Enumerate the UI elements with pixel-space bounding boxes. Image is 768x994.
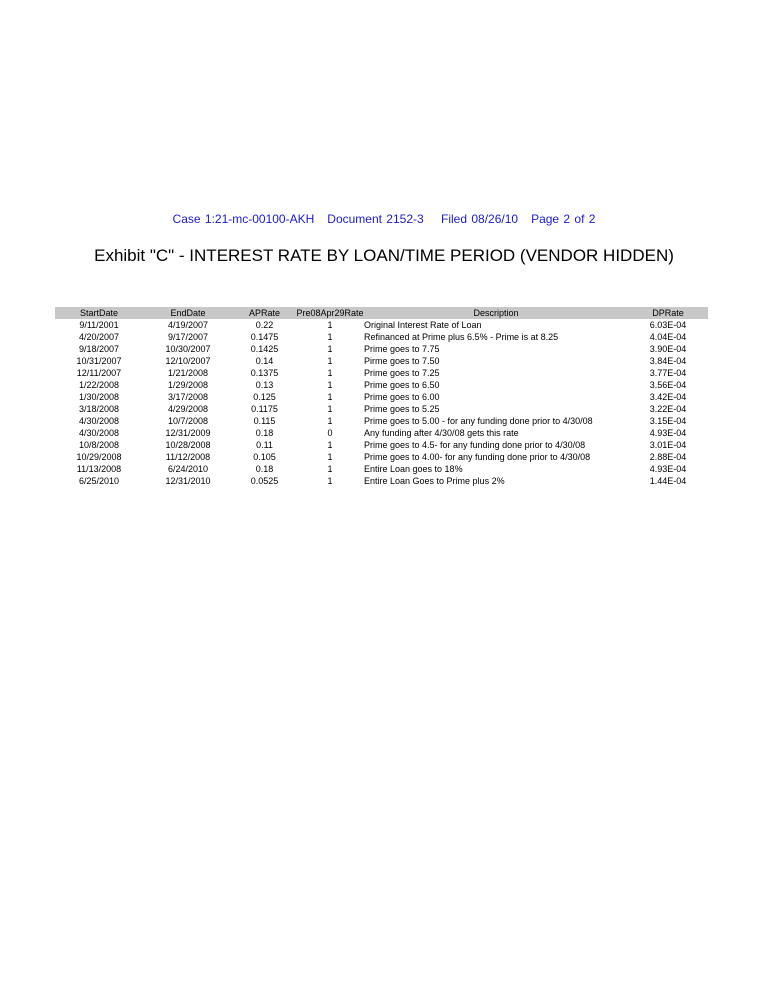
- cell-aprate: 0.115: [253, 416, 276, 426]
- court-filing-stamp: Case 1:21-mc-00100-AKH Document 2152-3 Filed 08/26/10 Page 2 of 2: [172, 212, 596, 226]
- cell-enddate: 6/24/2010: [167, 464, 209, 474]
- cell-dprate: 3.01E-04: [649, 440, 687, 450]
- cell-dprate: 2.88E-04: [649, 452, 687, 462]
- exhibit-title: Exhibit "C" - INTEREST RATE BY LOAN/TIME PERIOD (VENDOR HIDDEN): [94, 246, 674, 265]
- cell-enddate: 12/31/2009: [165, 428, 211, 438]
- cell-description: Entire Loan Goes to Prime plus 2%: [364, 476, 505, 486]
- cell-dprate: 1.44E-04: [649, 476, 687, 486]
- cell-description: Entire Loan goes to 18%: [364, 464, 463, 474]
- cell-startdate: 6/25/2010: [78, 476, 120, 486]
- table-row: [55, 391, 708, 403]
- cell-aprate: 0.105: [253, 452, 276, 462]
- cell-pre08apr29rate: 1: [327, 452, 333, 462]
- cell-enddate: 10/7/2008: [167, 416, 209, 426]
- cell-enddate: 12/10/2007: [165, 356, 211, 366]
- cell-description: Prime goes to 7.75: [364, 344, 440, 354]
- table-row: [55, 451, 708, 463]
- cell-description: Original Interest Rate of Loan: [364, 320, 482, 330]
- cell-aprate: 0.22: [255, 320, 274, 330]
- cell-enddate: 9/17/2007: [167, 332, 209, 342]
- cell-pre08apr29rate: 1: [327, 380, 333, 390]
- table-header-row: [55, 307, 708, 319]
- cell-aprate: 0.1375: [250, 368, 279, 378]
- cell-pre08apr29rate: 1: [327, 320, 333, 330]
- cell-enddate: 1/29/2008: [167, 380, 209, 390]
- cell-enddate: 10/28/2008: [165, 440, 211, 450]
- cell-aprate: 0.13: [255, 380, 274, 390]
- table-row: [55, 415, 708, 427]
- cell-pre08apr29rate: 1: [327, 392, 333, 402]
- cell-pre08apr29rate: 1: [327, 464, 333, 474]
- cell-description: Prime goes to 6.50: [364, 380, 440, 390]
- cell-description: Prime goes to 4.00- for any funding done prior to 4/30/08: [364, 452, 591, 462]
- cell-description: Pirme goes to 7.50: [364, 356, 440, 366]
- column-header-dprate: DPRate: [652, 308, 684, 318]
- cell-startdate: 4/30/2008: [78, 428, 120, 438]
- table-row: [55, 463, 708, 475]
- cell-aprate: 0.0525: [250, 476, 279, 486]
- cell-pre08apr29rate: 1: [327, 368, 333, 378]
- cell-startdate: 9/11/2001: [79, 320, 119, 330]
- table-row: [55, 319, 708, 331]
- table-row: [55, 439, 708, 451]
- cell-pre08apr29rate: 1: [327, 356, 333, 366]
- column-header-startdate: StartDate: [79, 308, 119, 318]
- cell-aprate: 0.18: [255, 464, 274, 474]
- cell-dprate: 3.56E-04: [649, 380, 687, 390]
- cell-aprate: 0.1175: [251, 404, 278, 414]
- cell-startdate: 11/13/2008: [76, 464, 122, 474]
- cell-pre08apr29rate: 0: [327, 428, 333, 438]
- cell-description: Prime goes to 4.5- for any funding done prior to 4/30/08: [364, 440, 586, 450]
- cell-aprate: 0.11: [256, 440, 273, 450]
- cell-pre08apr29rate: 1: [327, 476, 333, 486]
- column-header-pre08apr29rate: Pre08Apr29Rate: [296, 308, 364, 318]
- cell-pre08apr29rate: 1: [327, 440, 333, 450]
- cell-startdate: 10/29/2008: [76, 452, 122, 462]
- cell-dprate: 4.04E-04: [649, 332, 687, 342]
- cell-dprate: 4.93E-04: [649, 428, 687, 438]
- cell-pre08apr29rate: 1: [327, 332, 333, 342]
- cell-dprate: 3.15E-04: [649, 416, 687, 426]
- cell-enddate: 3/17/2008: [167, 392, 209, 402]
- table-row: [55, 355, 708, 367]
- cell-enddate: 11/12/2008: [165, 452, 211, 462]
- cell-dprate: 3.42E-04: [649, 392, 687, 402]
- cell-dprate: 3.77E-04: [649, 368, 687, 378]
- cell-enddate: 4/29/2008: [167, 404, 209, 414]
- cell-aprate: 0.14: [255, 356, 274, 366]
- table-row: [55, 343, 708, 355]
- cell-pre08apr29rate: 1: [327, 416, 333, 426]
- cell-dprate: 6.03E-04: [649, 320, 687, 330]
- column-header-enddate: EndDate: [170, 308, 206, 318]
- interest-rate-table: [55, 307, 708, 487]
- table-row: [55, 367, 708, 379]
- cell-pre08apr29rate: 1: [327, 344, 333, 354]
- cell-startdate: 4/30/2008: [78, 416, 120, 426]
- cell-aprate: 0.1425: [250, 344, 279, 354]
- cell-description: Any funding after 4/30/08 gets this rate: [364, 428, 519, 438]
- cell-description: Prime goes to 6.00: [364, 392, 440, 402]
- cell-aprate: 0.18: [255, 428, 274, 438]
- table-row: [55, 403, 708, 415]
- table-body: [55, 319, 708, 487]
- cell-aprate: 0.125: [253, 392, 276, 402]
- cell-startdate: 10/8/2008: [78, 440, 120, 450]
- table-row: [55, 475, 708, 487]
- cell-pre08apr29rate: 1: [327, 404, 333, 414]
- cell-description: Refinanced at Prime plus 6.5% - Prime is at 8.25: [364, 332, 559, 342]
- cell-enddate: 12/31/2010: [165, 476, 211, 486]
- cell-dprate: 3.22E-04: [649, 404, 687, 414]
- cell-aprate: 0.1475: [250, 332, 279, 342]
- cell-enddate: 1/21/2008: [167, 368, 209, 378]
- cell-startdate: 1/22/2008: [78, 380, 120, 390]
- cell-description: Prime goes to 5.00 - for any funding done prior to 4/30/08: [364, 416, 593, 426]
- cell-startdate: 1/30/2008: [78, 392, 120, 402]
- cell-dprate: 4.93E-04: [649, 464, 687, 474]
- cell-enddate: 10/30/2007: [165, 344, 211, 354]
- column-header-aprate: APRate: [248, 308, 281, 318]
- cell-startdate: 12/11/2007: [76, 368, 122, 378]
- table-row: [55, 379, 708, 391]
- cell-startdate: 10/31/2007: [76, 356, 122, 366]
- cell-dprate: 3.90E-04: [649, 344, 687, 354]
- cell-description: Prime goes to 5.25: [364, 404, 440, 414]
- table-row: [55, 331, 708, 343]
- cell-description: Prime goes to 7.25: [364, 368, 440, 378]
- cell-startdate: 3/18/2008: [78, 404, 120, 414]
- column-header-description: Description: [473, 308, 519, 318]
- cell-startdate: 9/18/2007: [78, 344, 120, 354]
- table-row: [55, 427, 708, 439]
- cell-enddate: 4/19/2007: [167, 320, 209, 330]
- cell-startdate: 4/20/2007: [78, 332, 120, 342]
- cell-dprate: 3.84E-04: [649, 356, 687, 366]
